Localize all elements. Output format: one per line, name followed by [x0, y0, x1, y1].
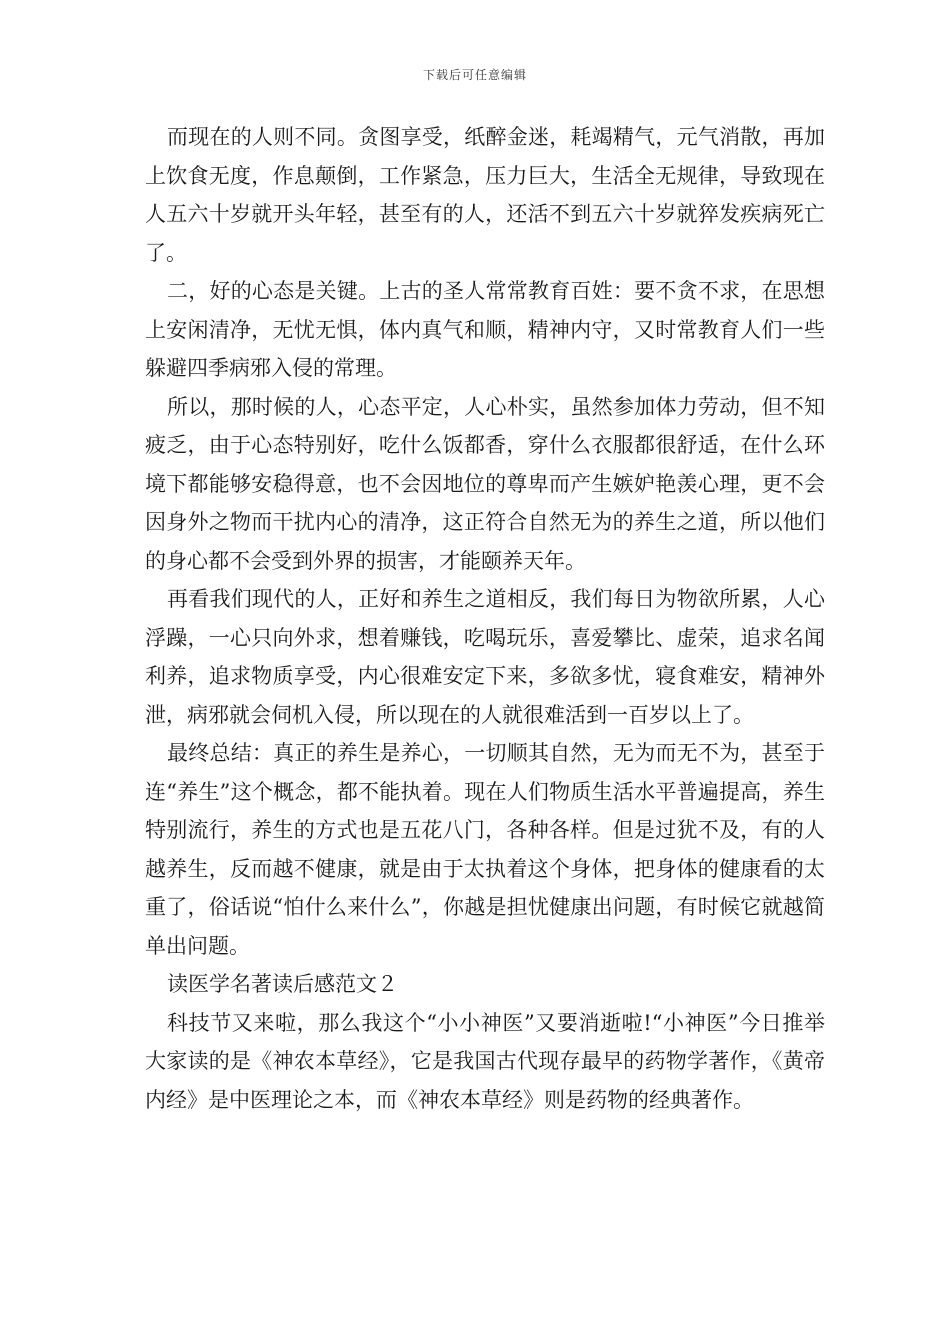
- page-header: 下载后可任意编辑: [422, 68, 527, 82]
- paragraph-3: 所以，那时候的人，心态平定，人心朴实，虽然参加体力劳动，但不知疲乏，由于心态特别好，吃什么饭都香，穿什么衣服都很舒适，在什么环境下都能够安稳得意，也不会因地位的尊卑而产生嫉妒艳羡心理，更不会因身外之物而干扰内心的清净，这正符合自然无为的养生之道，所以他们的身心都不会受到外界的损害，才能颐养天年。: [145, 394, 825, 573]
- paragraph-6: 科技节又来啦，那么我这个“小小神医”又要消逝啦!“小神医”今日推举大家读的是《神农本草经》，它是我国古代现存最早的药物学著作，《黄帝内经》是中医理论之本，而《神农本草经》则是药物的经典著作。: [145, 1010, 825, 1112]
- document-body: [145, 118, 825, 1119]
- paragraph-5: 最终总结：真正的养生是养心，一切顺其自然，无为而无不为，甚至于连“养生”这个概念，都不能执着。现在人们物质生活水平普遍提高，养生特别流行，养生的方式也是五花八门，各种各样。但是过犹不及，有的人越养生，反而越不健康，就是由于太执着这个身体，把身体的健康看的太重了，俗话说“怕什么来什么”，你越是担忧健康出问题，有时候它就越简单出问题。: [145, 741, 825, 958]
- section-heading: 读医学名著读后感范文２: [167, 972, 398, 996]
- paragraph-1: 而现在的人则不同。贪图享受，纸醉金迷，耗竭精气，元气消散，再加上饮食无度，作息颠倒，工作紧急，压力巨大，生活全无规律，导致现在人五六十岁就开头年轻，甚至有的人，还活不到五六十岁就猝发疾病死亡了。: [145, 125, 825, 265]
- paragraph-2: 二，好的心态是关键。上古的圣人常常教育百姓：要不贪不求，在思想上安闲清净，无忧无惧，体内真气和顺，精神内守，又时常教育人们一些躲避四季病邪入侵的常理。: [145, 279, 825, 380]
- paragraph-4: 再看我们现代的人，正好和养生之道相反，我们每日为物欲所累，人心浮躁，一心只向外求，想着赚钱，吃喝玩乐，喜爱攀比、虚荣，追求名闻利养，追求物质享受，内心很难安定下来，多欲多忧，寝食难安，精神外泄，病邪就会伺机入侵，所以现在的人就很难活到一百岁以上了。: [145, 587, 825, 727]
